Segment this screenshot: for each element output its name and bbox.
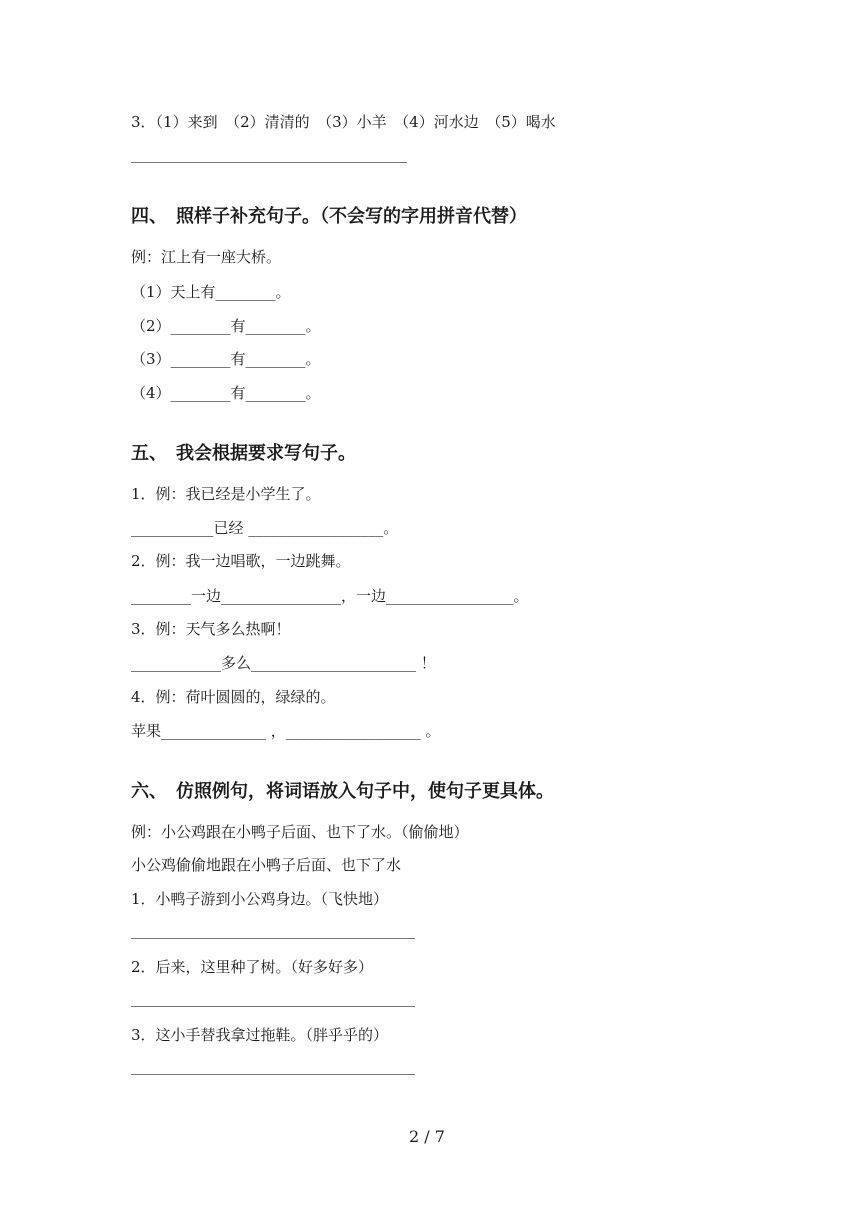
section-5-line-4: ________一边________________，一边_________________。	[131, 587, 529, 605]
section-6-example-answer: 小公鸡偷偷地跟在小鸭子后面、也下了水	[131, 856, 402, 874]
section-4-item-1: （1）天上有________。	[131, 283, 291, 301]
section-4-item-2: （2）________有________。	[131, 317, 321, 335]
section-4-item-3: （3）________有________。	[131, 350, 321, 368]
answer-line-6-2	[131, 1006, 415, 1007]
section-5-line-5: 3．例：天气多么热啊！	[131, 620, 291, 638]
section-6-item-3: 3．这小手替我拿过拖鞋。（胖乎乎的）	[131, 1026, 389, 1044]
section-5-title: 五、 我会根据要求写句子。	[131, 443, 356, 464]
section-5-line-6: ____________多么______________________ ！	[131, 654, 436, 672]
section-5-line-8: 苹果______________ ，__________________ 。	[131, 722, 441, 740]
page-number: 2 / 7	[409, 1127, 445, 1146]
section-6-item-2: 2．后来，这里种了树。（好多好多）	[131, 958, 374, 976]
answer-line-6-3	[131, 1074, 415, 1075]
section-4-example: 例：江上有一座大桥。	[131, 248, 282, 266]
section-5-line-2: ___________已经 __________________。	[131, 519, 399, 537]
section-6-example: 例：小公鸡跟在小鸭子后面、也下了水。（偷偷地）	[131, 823, 469, 841]
section-5-line-1: 1．例：我已经是小学生了。	[131, 485, 321, 503]
section-5-line-7: 4．例：荷叶圆圆的，绿绿的。	[131, 688, 336, 706]
answer-line-q3	[131, 162, 407, 163]
section-6-item-1: 1．小鸭子游到小公鸡身边。（飞快地）	[131, 890, 389, 908]
section-6-title: 六、 仿照例句，将词语放入句子中，使句子更具体。	[131, 781, 554, 802]
section-4-title: 四、 照样子补充句子。（不会写的字用拼音代替）	[131, 206, 527, 227]
section-4-item-4: （4）________有________。	[131, 384, 321, 402]
question-3-options: 3．（1）来到 （2）清清的 （3）小羊 （4）河水边 （5）喝水	[131, 113, 556, 131]
answer-line-6-1	[131, 938, 415, 939]
section-5-line-3: 2．例：我一边唱歌，一边跳舞。	[131, 552, 351, 570]
